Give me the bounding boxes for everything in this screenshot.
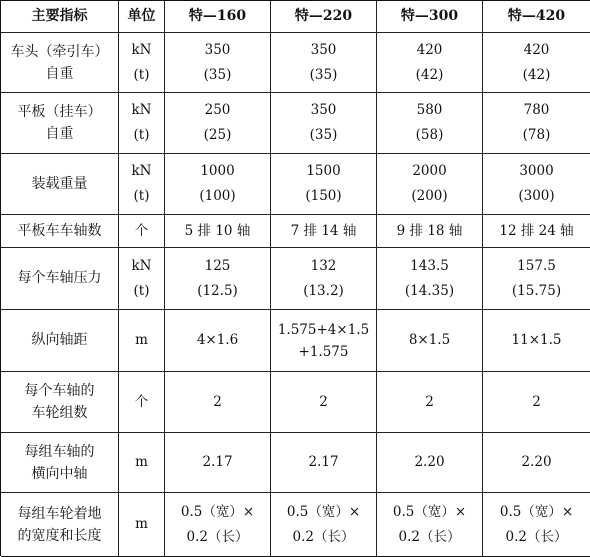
value-cell — [165, 215, 271, 248]
value-cell-line: 4×1.6 — [196, 332, 239, 348]
unit-cell-line: m — [135, 332, 148, 348]
value-cell — [271, 33, 377, 93]
value-cell-line: 420 — [416, 41, 443, 58]
header-cell: 特—220 — [271, 1, 377, 33]
unit-cell — [119, 93, 165, 154]
value-cell — [377, 310, 483, 372]
row-label-cell-line: 横向中轴 — [31, 465, 88, 482]
value-cell-line: 2 — [425, 393, 434, 410]
value-cell — [271, 372, 377, 433]
value-cell — [483, 93, 590, 154]
value-cell-line: (35) — [309, 66, 338, 83]
unit-cell-line: (t) — [133, 127, 150, 143]
value-cell — [377, 493, 483, 557]
value-cell-line: 2.20 — [521, 454, 552, 470]
value-cell — [165, 310, 271, 372]
row-label-cell-line: 车头（牵引车） — [10, 43, 109, 60]
unit-cell — [119, 310, 165, 372]
value-cell — [165, 248, 271, 310]
value-cell — [483, 372, 590, 433]
unit-cell-line: kN — [131, 163, 152, 179]
value-cell-line: 780 — [523, 102, 550, 118]
value-cell — [483, 310, 590, 372]
value-cell-line: 11×1.5 — [511, 332, 562, 348]
value-cell — [483, 215, 590, 248]
value-cell-line: 350 — [204, 41, 231, 58]
value-cell-line: (42) — [415, 66, 444, 83]
row-label-cell — [1, 433, 119, 493]
value-cell-line: (35) — [203, 66, 232, 83]
row-label-cell — [1, 215, 119, 248]
value-cell-line: 580 — [416, 102, 443, 118]
value-cell-line: 0.2（长） — [505, 528, 568, 545]
value-cell-line: 3000 — [519, 163, 554, 179]
value-cell — [165, 154, 271, 215]
unit-cell — [119, 493, 165, 557]
value-cell-line: (200) — [411, 188, 448, 204]
value-cell-line: 143.5 — [410, 257, 449, 274]
unit-cell-line: 个 — [134, 222, 149, 239]
value-cell — [165, 493, 271, 557]
row-label-cell-line: 的宽度和长度 — [17, 527, 102, 544]
row-label-cell-line: 车轮组数 — [31, 405, 88, 421]
unit-cell — [119, 372, 165, 433]
value-cell — [377, 372, 483, 433]
value-cell-line: 0.5（宽）× — [286, 503, 361, 520]
value-cell-line: (100) — [199, 188, 236, 204]
row-label-cell — [1, 310, 119, 372]
value-cell-line: (35) — [309, 127, 338, 143]
value-cell-line: 2 — [213, 393, 222, 410]
header-cell: 主要指标 — [1, 1, 119, 33]
value-cell — [271, 248, 377, 310]
row-label-cell — [1, 93, 119, 154]
value-cell-line: (58) — [415, 127, 444, 143]
unit-cell-line: (t) — [133, 188, 150, 204]
header-cell: 特—160 — [165, 1, 271, 33]
value-cell-line: 2 — [319, 393, 328, 410]
row-label-cell-line: 平板车车轴数 — [17, 222, 102, 239]
row-label-cell-line: 每组车轮着地 — [17, 505, 102, 522]
value-cell — [483, 33, 590, 93]
value-cell-line: 0.2（长） — [398, 528, 461, 545]
value-cell-line: 0.5（宽）× — [499, 503, 574, 520]
value-cell-line: 0.5（宽）× — [180, 503, 255, 520]
value-cell-line: 2.20 — [414, 454, 445, 470]
row-label-cell — [1, 248, 119, 310]
value-cell — [165, 372, 271, 433]
value-cell-line: (150) — [305, 188, 342, 204]
value-cell-line: 125 — [204, 257, 231, 274]
value-cell-line: 0.5（宽）× — [392, 503, 467, 520]
row-label-cell-line: 每个车轴的 — [24, 383, 95, 399]
value-cell-line: 12 排 24 轴 — [499, 222, 574, 239]
value-cell-line: 7 排 14 轴 — [290, 222, 357, 239]
value-cell-line: 420 — [523, 41, 550, 58]
value-cell-line: 1000 — [200, 163, 235, 179]
row-label-cell — [1, 154, 119, 215]
row-label-cell-line: 自重 — [45, 65, 74, 82]
unit-cell-line: kN — [131, 102, 152, 118]
value-cell-line: (78) — [522, 127, 551, 143]
unit-cell — [119, 215, 165, 248]
value-cell-line: (13.2) — [303, 282, 344, 299]
row-label-cell-line: 装载重量 — [31, 175, 88, 192]
unit-cell-line: kN — [131, 41, 152, 58]
value-cell — [483, 248, 590, 310]
value-cell-line: 157.5 — [517, 257, 556, 274]
value-cell-line: 9 排 18 轴 — [396, 222, 463, 239]
value-cell-line: 0.2（长） — [292, 528, 355, 545]
row-label-cell-line: 自重 — [45, 126, 74, 142]
value-cell-line: 1.575+4×1.5 — [277, 321, 370, 338]
value-cell-line: (300) — [518, 188, 555, 204]
value-cell — [271, 310, 377, 372]
value-cell-line: 1500 — [306, 163, 341, 179]
value-cell — [377, 33, 483, 93]
value-cell — [377, 433, 483, 493]
unit-cell — [119, 154, 165, 215]
value-cell-line: 2 — [532, 393, 541, 410]
value-cell — [271, 93, 377, 154]
unit-cell-line: 个 — [134, 393, 149, 410]
unit-cell-line: (t) — [133, 282, 150, 299]
value-cell-line: +1.575 — [298, 343, 349, 360]
row-label-cell — [1, 33, 119, 93]
value-cell — [165, 433, 271, 493]
value-cell-line: (14.35) — [404, 282, 455, 299]
row-label-cell — [1, 493, 119, 557]
unit-cell-line: m — [135, 454, 148, 470]
unit-cell-line: kN — [131, 257, 152, 274]
value-cell — [483, 493, 590, 557]
value-cell-line: 2000 — [412, 163, 447, 179]
value-cell — [483, 154, 590, 215]
unit-cell-line: m — [135, 516, 148, 532]
value-cell-line: (25) — [203, 127, 232, 143]
value-cell — [271, 154, 377, 215]
row-label-cell-line: 平板（挂车） — [17, 104, 102, 120]
header-cell: 特—420 — [483, 1, 590, 33]
value-cell — [271, 215, 377, 248]
value-cell — [483, 433, 590, 493]
value-cell-line: 132 — [310, 257, 337, 274]
row-label-cell-line: 纵向轴距 — [31, 332, 88, 348]
value-cell-line: 350 — [310, 102, 337, 118]
value-cell-line: 8×1.5 — [408, 332, 451, 348]
value-cell-line: (12.5) — [197, 282, 238, 299]
value-cell — [377, 93, 483, 154]
value-cell — [271, 433, 377, 493]
row-label-cell — [1, 372, 119, 433]
value-cell — [271, 493, 377, 557]
value-cell-line: 2.17 — [202, 454, 233, 470]
value-cell — [377, 154, 483, 215]
value-cell-line: 2.17 — [308, 454, 339, 470]
value-cell-line: 5 排 10 轴 — [184, 222, 251, 239]
value-cell-line: 250 — [204, 102, 231, 118]
unit-cell — [119, 33, 165, 93]
value-cell-line: (42) — [522, 66, 551, 83]
unit-cell — [119, 248, 165, 310]
value-cell-line: 350 — [310, 41, 337, 58]
value-cell-line: 0.2（长） — [186, 528, 249, 545]
value-cell-line: (15.75) — [511, 282, 562, 299]
value-cell — [377, 215, 483, 248]
unit-cell — [119, 433, 165, 493]
value-cell — [165, 33, 271, 93]
value-cell — [165, 93, 271, 154]
header-cell: 单位 — [119, 1, 165, 33]
header-cell: 特—300 — [377, 1, 483, 33]
row-label-cell-line: 每个车轴压力 — [17, 270, 102, 286]
row-label-cell-line: 每组车轴的 — [24, 443, 95, 460]
value-cell — [377, 248, 483, 310]
unit-cell-line: (t) — [133, 66, 150, 83]
